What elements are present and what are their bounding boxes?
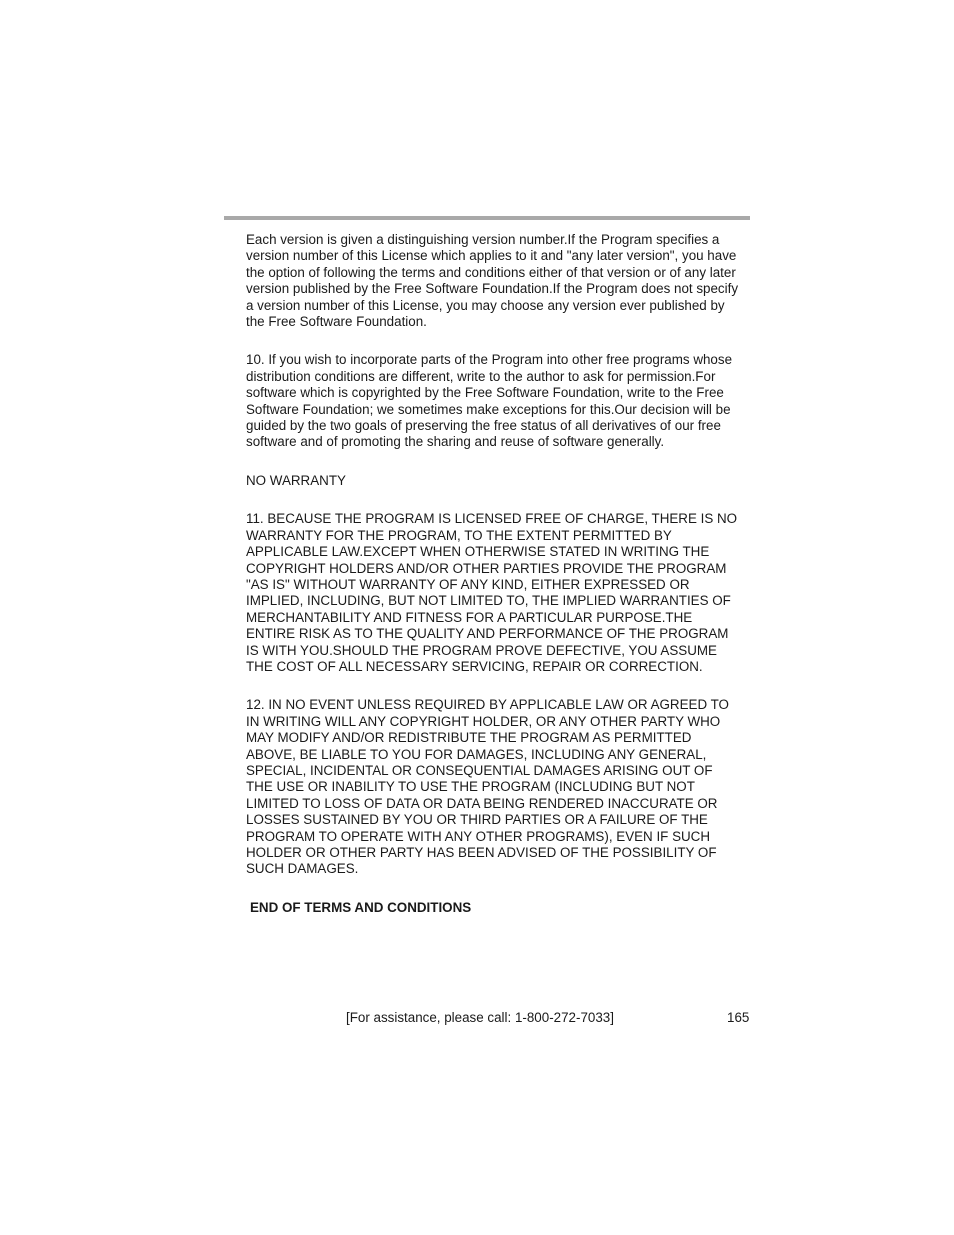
header-rule (224, 216, 750, 220)
paragraph-11: 11. BECAUSE THE PROGRAM IS LICENSED FREE OF CHARGE, THERE IS NO WARRANTY FOR THE PROGRAM, TO THE EXTENT PERMITTED BY APPLICABLE LAW.EXCEPT WHEN OTHERWISE STATED IN WRITING THE COPYRIGHT HOLDERS AND/OR OTHER PARTIES PROVIDE THE PROGRAM "AS IS" WITHOUT WARRANTY OF ANY KIND, EITHER EXPRESSED OR IMPLIED, INCLUDING, BUT NOT LIMITED TO, THE IMPLIED WARRANTIES OF MERCHANTABILITY AND FITNESS FOR A PARTICULAR PURPOSE.THE ENTIRE RISK AS TO THE QUALITY AND PERFORMANCE OF THE PROGRAM IS WITH YOU.SHOULD THE PROGRAM PROVE DEFECTIVE, YOU ASSUME THE COST OF ALL NECESSARY SERVICING, REPAIR OR CORRECTION. (246, 511, 738, 674)
paragraph-version: Each version is given a distinguishing version number.If the Program specifies a version number of this License which applies to it and "any later version", you have the option of following the terms and conditions either of that version or of any later version published by the Free Software Foundation.If the Program does not specify a version number of this License, you may choose any version ever published by the Free Software Foundation. (246, 232, 739, 330)
paragraph-gap (246, 330, 752, 352)
paragraph-10: 10. If you wish to incorporate parts of the Program into other free programs whose distribution conditions are different, write to the author to ask for permission.For software which is copyrighted by the Free Software Foundation, write to the Free Software Foundation; we sometimes make exceptions for this.Our decision will be guided by the two goals of preserving the free status of all derivatives of our free software and of promoting the sharing and reuse of software generally. (246, 352, 733, 450)
page-number: 165 (727, 1010, 750, 1025)
end-of-terms-heading: END OF TERMS AND CONDITIONS (250, 899, 472, 915)
paragraph-gap (246, 675, 752, 697)
no-warranty-heading: NO WARRANTY (246, 472, 346, 488)
license-text-body (246, 232, 752, 916)
paragraph-gap (246, 451, 752, 473)
footer-assistance: [For assistance, please call: 1-800-272-7033] (346, 1010, 614, 1025)
paragraph-12: 12. IN NO EVENT UNLESS REQUIRED BY APPLICABLE LAW OR AGREED TO IN WRITING WILL ANY COPYRIGHT HOLDER, OR ANY OTHER PARTY WHO MAY MODIFY AND/OR REDISTRIBUTE THE PROGRAM AS PERMITTED ABOVE, BE LIABLE TO YOU FOR DAMAGES, INCLUDING ANY GENERAL, SPECIAL, INCIDENTAL OR CONSEQUENTIAL DAMAGES ARISING OUT OF THE USE OR INABILITY TO USE THE PROGRAM (INCLUDING BUT NOT LIMITED TO LOSS OF DATA OR DATA BEING RENDERED INACCURATE OR LOSSES SUSTAINED BY YOU OR THIRD PARTIES OR A FAILURE OF THE PROGRAM TO OPERATE WITH ANY OTHER PROGRAMS), EVEN IF SUCH HOLDER OR OTHER PARTY HAS BEEN ADVISED OF THE POSSIBILITY OF SUCH DAMAGES. (246, 697, 729, 877)
paragraph-gap (246, 878, 752, 900)
paragraph-gap (246, 489, 752, 511)
